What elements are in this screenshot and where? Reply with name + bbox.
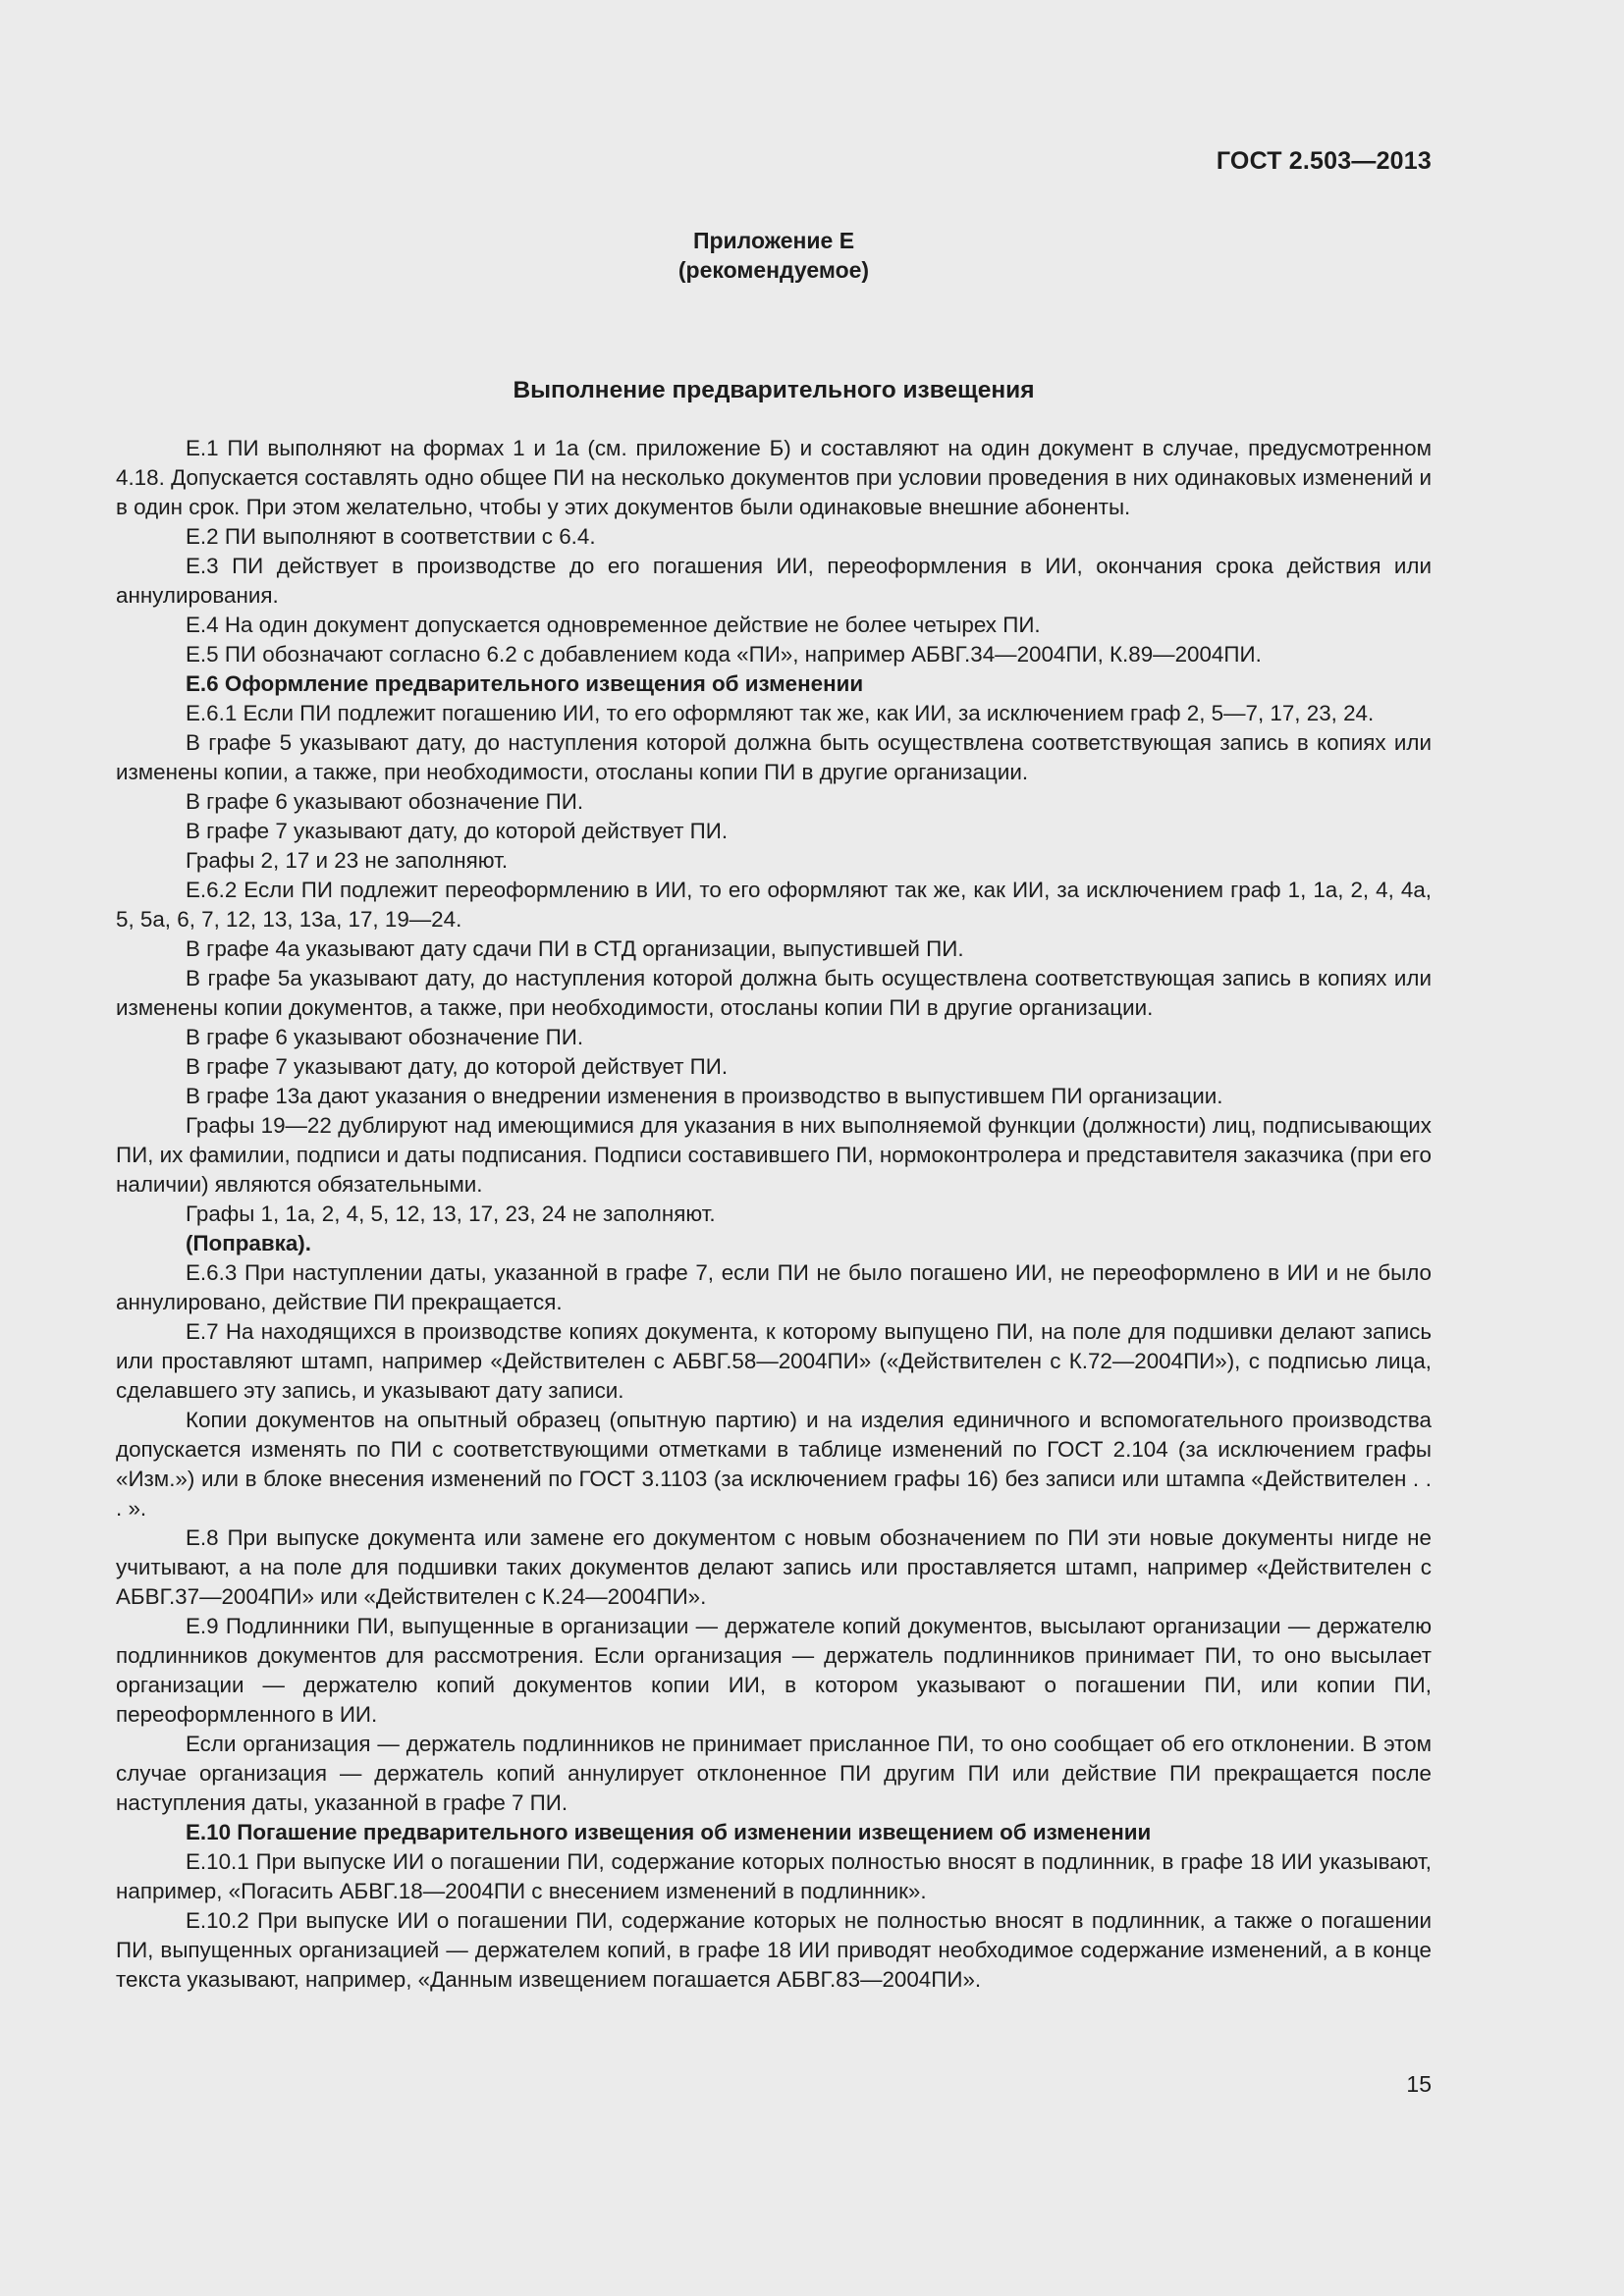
paragraph-e6-1: Е.6.1 Если ПИ подлежит погашению ИИ, то его оформляют так же, как ИИ, за исключением граф 2, 5—7, 17, 23, 24. — [186, 701, 1375, 725]
paragraph-e3: Е.3 ПИ действует в производстве до его погашения ИИ, переоформления в ИИ, окончания срока действия или аннулирования. — [116, 554, 1432, 608]
paragraph-e6-1-field6: В графе 6 указывают обозначение ПИ. — [186, 789, 584, 814]
paragraph-e10-2: Е.10.2 При выпуске ИИ о погашении ПИ, содержание которых не полностью вносят в подлинник, а также о погашении ПИ, выпущенных организацией — держателем копий, в графе 18 ИИ приводят необходимое содержание изменений, а в конце текста указывают, например, «Данным извещением погашается АБВГ.83—2004ПИ». — [116, 1908, 1432, 1992]
paragraph-e6-1-field5: В графе 5 указывают дату, до наступления которой должна быть осуществлена соответствующая запись в копиях или изменены копии, а также, при необходимости, отосланы копии ПИ в другие организации. — [116, 730, 1432, 784]
paragraph-e6-2-empty-fields: Графы 1, 1а, 2, 4, 5, 12, 13, 17, 23, 24 не заполняют. — [186, 1201, 716, 1226]
paragraph-e6-1-empty-fields: Графы 2, 17 и 23 не заполняют. — [186, 848, 509, 873]
paragraph-e8: Е.8 При выпуске документа или замене его документом с новым обозначением по ПИ эти новые документы нигде не учитывают, а на поле для подшивки таких документов делают запись или проставляется штамп, например «Действителен с АБВГ.37—2004ПИ» или «Действителен с К.24—2004ПИ». — [116, 1525, 1432, 1609]
document-body — [116, 434, 1432, 1995]
paragraph-e9: Е.9 Подлинники ПИ, выпущенные в организации — держателе копий документов, высылают организации — держателю подлинников документов для рассмотрения. Если организация — держатель подлинников принимает ПИ, то оно высылает организации — держателю копий документов копии ИИ, в котором указывают о погашении ПИ, или копии ПИ, переоформленного в ИИ. — [116, 1614, 1432, 1727]
paragraph-e6-2-field6: В графе 6 указывают обозначение ПИ. — [186, 1025, 584, 1049]
subsection-heading-e10: Е.10 Погашение предварительного извещения об изменении извещением об изменении — [186, 1820, 1152, 1844]
paragraph-e9-rejection: Если организация — держатель подлинников не принимает присланное ПИ, то оно сообщает об его отклонении. В этом случае организация — держатель копий аннулирует отклоненное ПИ другим ПИ или действие ПИ прекращается после наступления даты, указанной в графе 7 ПИ. — [116, 1732, 1432, 1815]
section-title: Выполнение предварительного извещения — [513, 377, 1035, 403]
paragraph-e6-3: Е.6.3 При наступлении даты, указанной в графе 7, если ПИ не было погашено ИИ, не переоформлено в ИИ и не было аннулировано, действие ПИ прекращается. — [116, 1260, 1432, 1314]
appendix-label: Приложение Е — [692, 228, 855, 253]
document-code: ГОСТ 2.503—2013 — [1216, 147, 1432, 175]
page-number: 15 — [1406, 2071, 1432, 2097]
paragraph-e6-2-field5a: В графе 5а указывают дату, до наступления которой должна быть осуществлена соответствующая запись в копиях или изменены копии документов, а также, при необходимости, отосланы копии ПИ в другие организации. — [116, 966, 1432, 1020]
paragraph-e5: Е.5 ПИ обозначают согласно 6.2 с добавлением кода «ПИ», например АБВГ.34—2004ПИ, К.89—2004ПИ. — [186, 642, 1262, 667]
document-page — [116, 0, 1432, 2296]
paragraph-e4: Е.4 На один документ допускается одновременное действие не более четырех ПИ. — [186, 613, 1041, 637]
subsection-heading-e6: Е.6 Оформление предварительного извещения об изменении — [186, 671, 864, 696]
paragraph-e7-copies: Копии документов на опытный образец (опытную партию) и на изделия единичного и вспомогательного производства допускается изменять по ПИ с соответствующими отметками в таблице изменений по ГОСТ 2.104 (за исключением графы «Изм.») или в блоке внесения изменений по ГОСТ 3.1103 (за исключением графы 16) без записи или штампа «Действителен . . . ». — [116, 1408, 1432, 1521]
paragraph-e10-1: Е.10.1 При выпуске ИИ о погашении ПИ, содержание которых полностью вносят в подлинник, в графе 18 ИИ указывают, например, «Погасить АБВГ.18—2004ПИ с внесением изменений в подлинник». — [116, 1849, 1432, 1903]
paragraph-e7: Е.7 На находящихся в производстве копиях документа, к которому выпущено ПИ, на поле для подшивки делают запись или проставляют штамп, например «Действителен с АБВГ.58—2004ПИ» («Действителен с К.72—2004ПИ»), с подписью лица, сделавшего эту запись, и указывают дату записи. — [116, 1319, 1432, 1403]
paragraph-e6-2-field4a: В графе 4а указывают дату сдачи ПИ в СТД организации, выпустившей ПИ. — [186, 936, 964, 961]
paragraph-e6-2-fields19-22: Графы 19—22 дублируют над имеющимися для указания в них выполняемой функции (должности) лиц, подписывающих ПИ, их фамилии, подписи и даты подписания. Подписи составившего ПИ, нормоконтролера и представителя заказчика (при его наличии) являются обязательными. — [116, 1113, 1432, 1197]
paragraph-e6-1-field7: В графе 7 указывают дату, до которой действует ПИ. — [186, 819, 729, 843]
paragraph-e6-2-field13a: В графе 13а дают указания о внедрении изменения в производство в выпустившем ПИ организации. — [186, 1084, 1223, 1108]
paragraph-e2: Е.2 ПИ выполняют в соответствии с 6.4. — [186, 524, 596, 549]
amendment-note: (Поправка). — [186, 1231, 311, 1255]
paragraph-e6-2-field7: В графе 7 указывают дату, до которой действует ПИ. — [186, 1054, 729, 1079]
paragraph-e1: Е.1 ПИ выполняют на формах 1 и 1а (см. приложение Б) и составляют на один документ в случае, предусмотренном 4.18. Допускается составлять одно общее ПИ на несколько документов при условии проведения в них одинаковых изменений и в один срок. При этом желательно, чтобы у этих документов были одинаковые внешние абоненты. — [116, 436, 1432, 519]
appendix-status: (рекомендуемое) — [677, 257, 870, 283]
appendix-heading — [116, 226, 1432, 285]
paragraph-e6-2: Е.6.2 Если ПИ подлежит переоформлению в ИИ, то его оформляют так же, как ИИ, за исключением граф 1, 1а, 2, 4, 4а, 5, 5а, 6, 7, 12, 13, 13а, 17, 19—24. — [116, 878, 1432, 932]
